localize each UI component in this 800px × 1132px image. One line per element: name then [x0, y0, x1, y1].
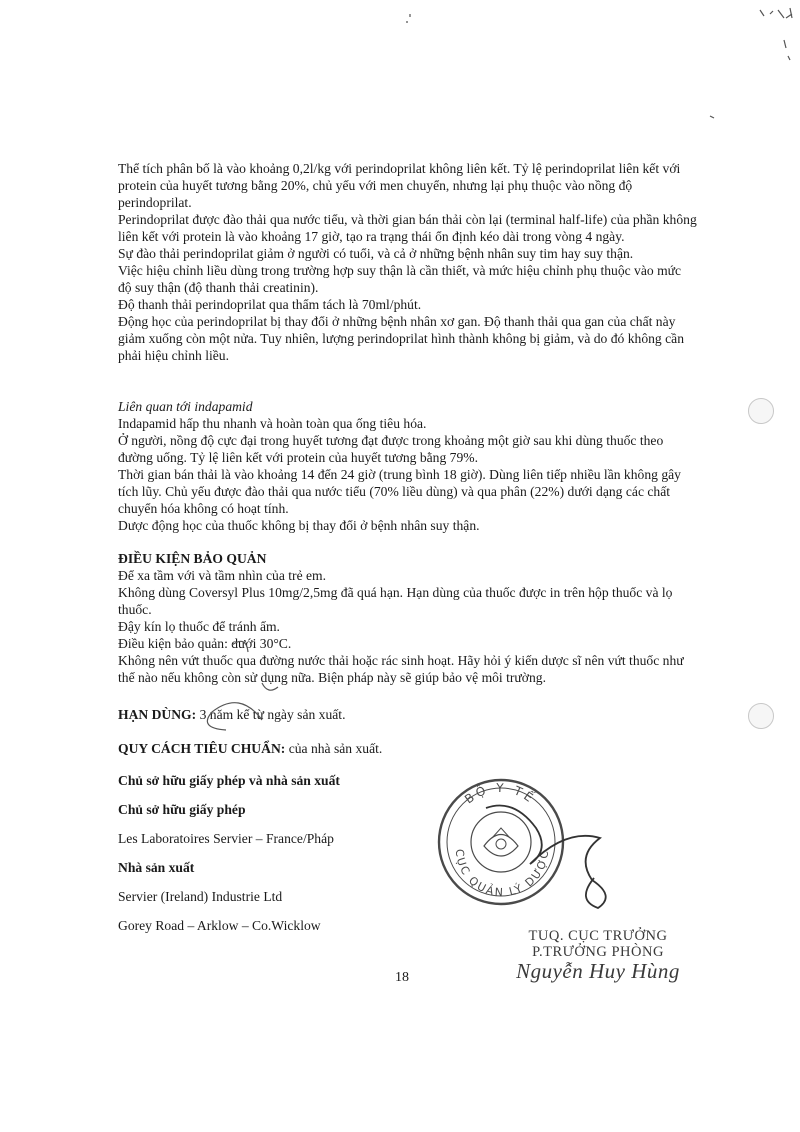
storage-section	[118, 550, 698, 686]
manufacturer-name: Servier (Ireland) Industrie Ltd	[118, 889, 283, 904]
pk-paragraph: Thể tích phân bố là vào khoảng 0,2l/kg với perindoprilat không liên kết. Tỷ lệ perindoprilat liên kết với protein của huyết tương bằng 20%, chủ yếu với men chuyển, nhưng lại phụ thuộc vào nồng độ perindoprilat.	[118, 161, 681, 210]
storage-line: Để xa tầm với và tầm nhìn của trẻ em.	[118, 568, 327, 583]
pk-paragraph: Perindoprilat được đào thải qua nước tiểu, và thời gian bán thải còn lại (terminal half-life) của phần không liên kết với protein là vào khoảng 17 giờ, tạo ra trạng thái ổn định kéo dài trong vòng 4 ngày.	[118, 212, 697, 244]
indapamide-paragraph: Dược động học của thuốc không bị thay đổi ở bệnh nhân suy thận.	[118, 518, 480, 533]
pk-paragraph: Độ thanh thải perindoprilat qua thẩm tách là 70ml/phút.	[118, 297, 422, 312]
punch-hole-icon	[748, 703, 774, 729]
official-stamp	[426, 768, 642, 918]
signature-title-line2: P.TRƯỞNG PHÒNG	[532, 944, 664, 960]
indapamide-paragraph: Ở người, nồng độ cực đại trong huyết tương đạt được trong khoảng một giờ sau khi dùng thuốc theo đường uống. Tỷ lệ liên kết với protein của huyết tương bằng 79%.	[118, 433, 664, 465]
pk-paragraph: Sự đào thải perindoprilat giảm ở người có tuổi, và cả ở những bệnh nhân suy tim hay suy thận.	[118, 246, 634, 261]
signature-block	[498, 928, 698, 984]
stamp-top-text: BỘ Y TẾ	[462, 780, 538, 807]
manufacturer-address: Gorey Road – Arklow – Co.Wicklow	[118, 918, 321, 933]
signer-name: Nguyễn Huy Hùng	[516, 959, 680, 983]
pk-paragraph: Việc hiệu chỉnh liều dùng trong trường hợp suy thận là cần thiết, và mức hiệu chỉnh phụ thuộc vào mức độ suy thận (độ thanh thải creatinin).	[118, 263, 682, 295]
quality-standard-value: của nhà sản xuất.	[285, 741, 383, 756]
punch-hole-icon	[748, 398, 774, 424]
license-holder-name: Les Laboratoires Servier – France/Pháp	[118, 831, 334, 846]
quality-standard	[118, 740, 382, 757]
stamp-bottom-text: CỤC QUẢN LÝ DƯỢC	[452, 848, 552, 900]
indapamide-paragraph: Thời gian bán thải là vào khoảng 14 đến 24 giờ (trung bình 18 giờ). Dùng liên tiếp nhiều lần không gây tích lũy. Chủ yếu được đào thải qua nước tiểu (70% liều dùng) và qua phân (22%) dưới dạng các chất chuyển hóa không có hoạt tính.	[118, 467, 681, 516]
shelf-life-value: 3 năm kể từ ngày sản xuất.	[196, 707, 346, 722]
holder-manufacturer-heading: Chủ sở hữu giấy phép và nhà sản xuất	[118, 773, 340, 788]
storage-line: Điều kiện bảo quản: dưới 30°C.	[118, 636, 292, 651]
signature-title-line1: TUQ. CỤC TRƯỞNG	[528, 928, 668, 944]
indapamide-paragraph: Indapamid hấp thu nhanh và hoàn toàn qua ống tiêu hóa.	[118, 416, 427, 431]
storage-heading: ĐIỀU KIỆN BẢO QUẢN	[118, 551, 267, 566]
shelf-life-label: HẠN DÙNG:	[118, 707, 197, 722]
storage-line: Không nên vứt thuốc qua đường nước thải hoặc rác sinh hoạt. Hãy hỏi ý kiến dược sĩ nên vứt thuốc như thế nào nếu không còn sử dụng nữa. Biện pháp này sẽ giúp bảo vệ môi trường.	[118, 653, 684, 685]
stamp-seal	[439, 780, 563, 904]
indapamide-subheading: Liên quan tới indapamid	[118, 399, 253, 414]
storage-line: Không dùng Coversyl Plus 10mg/2,5mg đã quá hạn. Hạn dùng của thuốc được in trên hộp thuốc và lọ thuốc.	[118, 585, 673, 617]
pk-paragraph: Động học của perindoprilat bị thay đổi ở những bệnh nhân xơ gan. Độ thanh thải qua gan của chất này giảm xuống còn một nửa. Tuy nhiên, lượng perindoprilat hình thành không bị giảm, và do đó không cần phải hiệu chỉnh liều.	[118, 314, 684, 363]
indapamide-section	[118, 398, 698, 534]
license-holder-heading: Chủ sở hữu giấy phép	[118, 802, 246, 817]
manufacturer-heading: Nhà sản xuất	[118, 860, 195, 875]
quality-standard-label: QUY CÁCH TIÊU CHUẨN:	[118, 741, 286, 756]
shelf-life	[118, 706, 345, 723]
pharmacokinetics-section	[118, 160, 698, 364]
storage-line: Đậy kín lọ thuốc để tránh ẩm.	[118, 619, 280, 634]
page-number: 18	[395, 970, 409, 985]
